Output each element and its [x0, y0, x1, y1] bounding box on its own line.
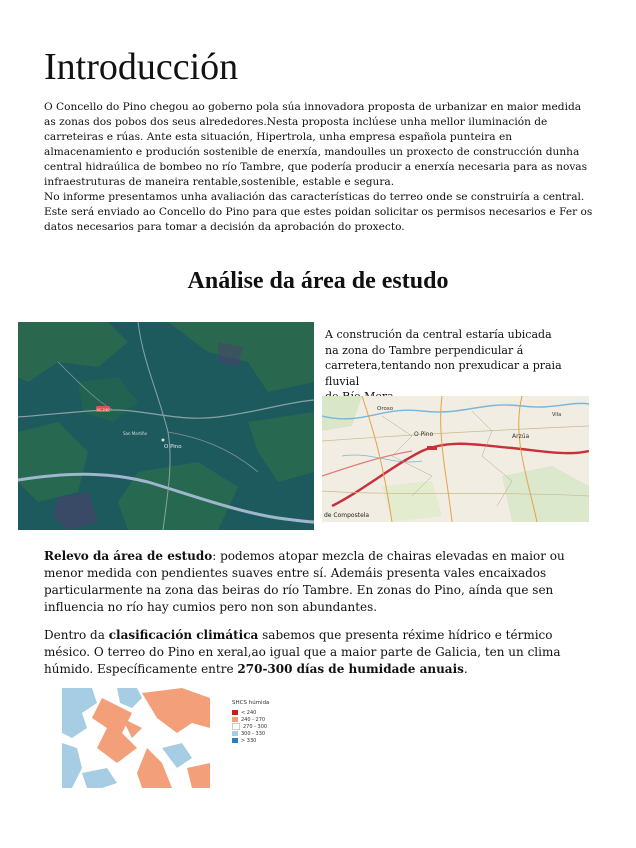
legend-swatch: [232, 738, 238, 743]
road-map-graphic: [322, 396, 589, 522]
relief-heading: Relevo da área de estudo: [44, 549, 213, 563]
legend-label: 300 - 330: [241, 730, 266, 737]
location-description: [325, 327, 595, 405]
map2-pino-label: O Pino: [414, 431, 434, 438]
climate-heading: clasificación climática: [108, 628, 259, 642]
section-title: Análise da área de estudo: [187, 268, 449, 294]
map2-arzua-label: Arzúa: [512, 433, 530, 440]
humidity-map-graphic: [62, 688, 210, 788]
legend-label: > 330: [241, 737, 257, 744]
climate-text-2: sabemos que presenta réxime hídrico e térmico mésico. O terreo do Pino en xeral,ao igual que a maior parte de Galicia, ten un clima húmido. Específicamente entre: [44, 628, 561, 676]
legend-swatch: [232, 723, 240, 730]
map2-vila-label: Vila: [552, 412, 562, 418]
legend-item: [232, 730, 292, 737]
intro-text: [44, 100, 596, 235]
legend-swatch: [232, 710, 238, 715]
intro-paragraph-1: O Concello do Pino chegou ao goberno pola súa innovadora proposta de urbanizar en maior medida as zonas dos pobos dos seus alrededores.Nesta proposta inclúese unha mellor iluminación de carreteiras e rúas. Ante esta situación, Hipertrola, unha empresa española punteira en almacenamiento e produción sostenible de enerxía, mandoulles un proxecto de construcción dunha central hidraúlica de bombeo no río Tambre, que podería producir a enerxía necesaria para as novas infraestruturas de maneira rentable,sostenible, estable e segura.: [44, 101, 588, 188]
legend-swatch: [232, 731, 238, 736]
legend-item: [232, 709, 292, 716]
map2-oroso-label: Oroso: [377, 406, 394, 412]
legend-swatch: [232, 717, 238, 722]
climate-text-1: Dentro da: [44, 628, 109, 642]
legend-item: [232, 737, 292, 744]
relief-text: : podemos atopar mezcla de chairas elevadas en maior ou menor medida con pendientes suaves entre sí. Ademáis presenta vales encaixados particularmente na zona das beiras do río Tambre. En zonas do Pino, aínda que sen influencia no río hay cumios pero non son abundantes.: [44, 549, 565, 614]
relief-paragraph: [44, 548, 596, 616]
location-line-1: A construción da central estaría ubicada: [325, 328, 552, 341]
village-label: San Martiño: [123, 431, 148, 436]
page-title: Introducción: [44, 46, 239, 88]
legend-item: [232, 716, 292, 723]
intro-paragraph-2: No informe presentamos unha avaliación das características do terreo onde se construiría a central. Este será enviado ao Concello do Pino para que estes poidan solicitar os permisos necesarios e Fer os datos necesarios para tomar a decisión da aprobación do proxecto.: [44, 191, 593, 233]
legend-label: 270 - 300: [243, 723, 268, 730]
location-map: [18, 322, 314, 530]
pino-label: O Pino: [164, 444, 182, 450]
climate-paragraph: [44, 627, 596, 678]
legend-item: [232, 723, 292, 730]
humidity-map: [62, 688, 210, 788]
map2-city-label: de Compostela: [324, 512, 370, 519]
road-badge: AC-240: [96, 408, 110, 412]
location-map-graphic: [18, 322, 314, 530]
humidity-legend: [232, 700, 292, 752]
road-map: [322, 396, 589, 522]
legend-label: 240 - 270: [241, 716, 266, 723]
location-line-2: na zona do Tambre perpendicular á: [325, 343, 524, 357]
humidity-days: 270-300 días de humidade anuais: [237, 662, 464, 676]
location-line-3: carretera,tentando non prexudicar a praia fluvial: [325, 359, 562, 388]
legend-label: < 240: [241, 709, 257, 716]
climate-text-3: .: [463, 662, 468, 676]
legend-title: SHCS húmida: [232, 700, 270, 706]
